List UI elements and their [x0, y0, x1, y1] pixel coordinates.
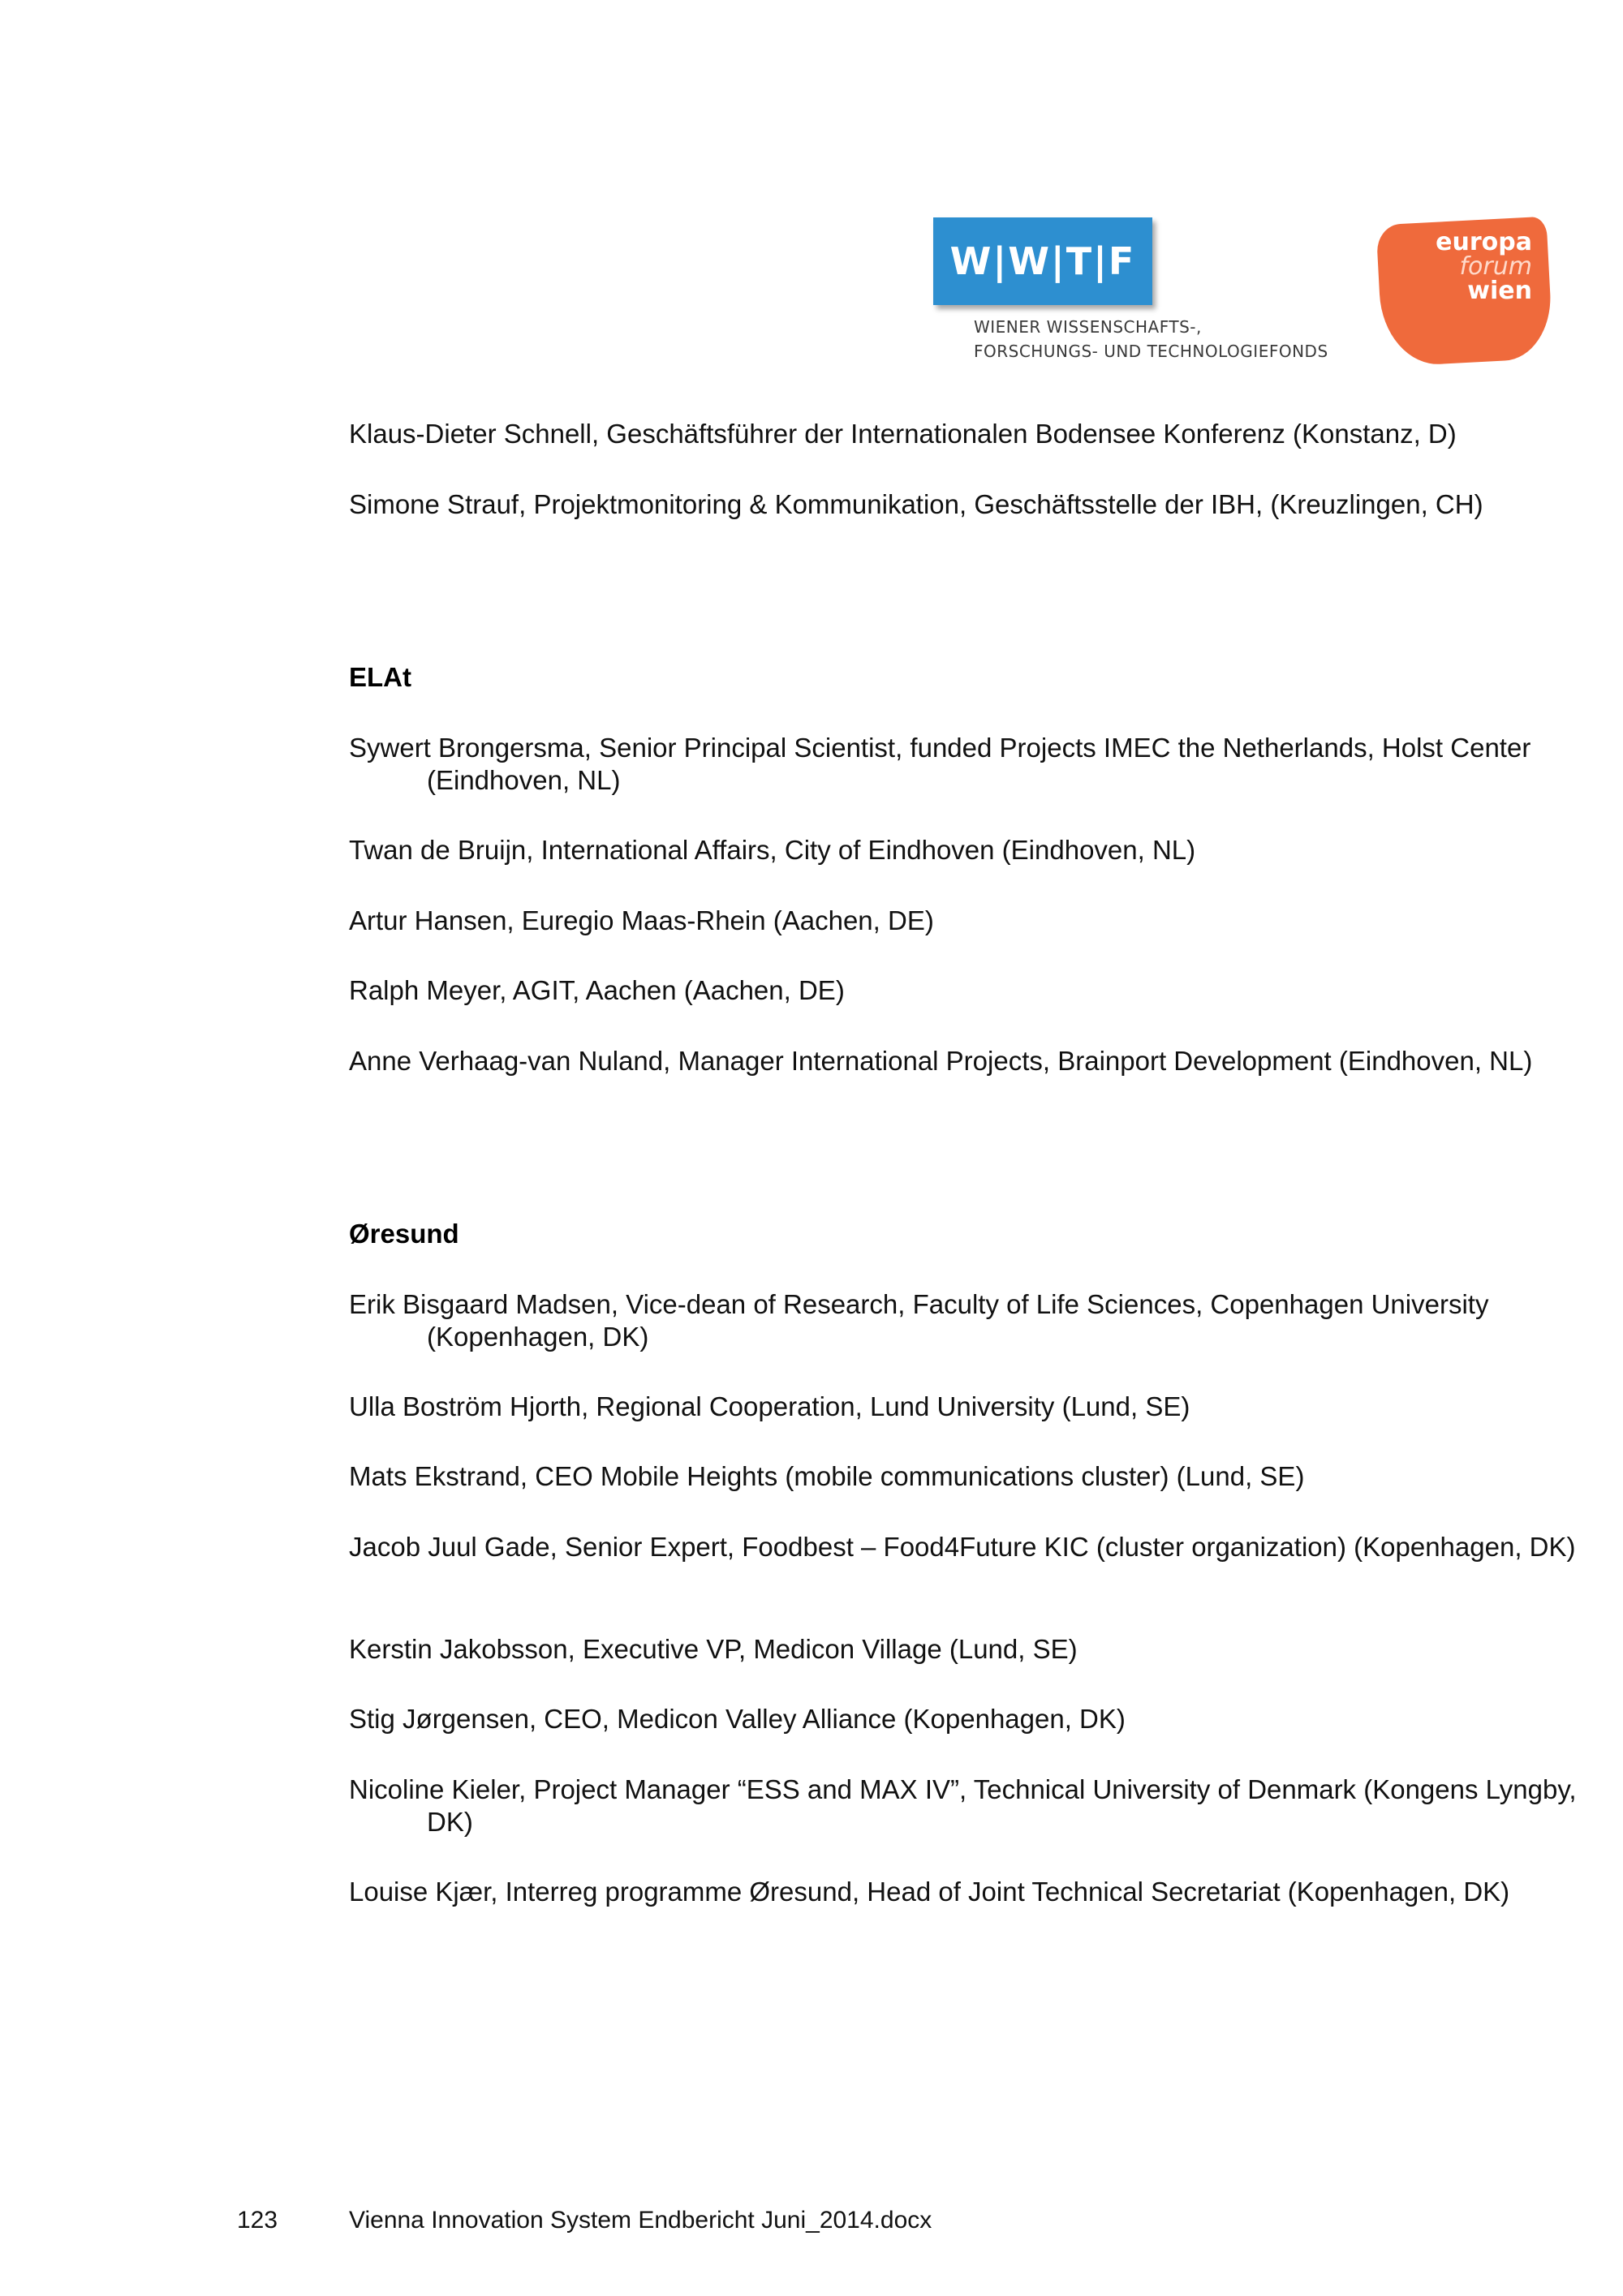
- contact-entry: Kerstin Jakobsson, Executive VP, Medicon Village (Lund, SE): [349, 1634, 1078, 1664]
- wwtf-logo-box: [933, 217, 1152, 305]
- contact-entry: Artur Hansen, Euregio Maas-Rhein (Aachen, DE): [349, 905, 934, 935]
- europa-logo-line3: wien: [1467, 277, 1532, 305]
- europa-forum-wien-logo: [1380, 221, 1550, 363]
- wwtf-logo-mark: W|W|T|F: [949, 239, 1136, 283]
- contact-entry: Stig Jørgensen, CEO, Medicon Valley Alliance (Kopenhagen, DK): [349, 1704, 1126, 1734]
- europa-logo-text: [1436, 230, 1532, 303]
- contact-entry: Anne Verhaag-van Nuland, Manager International Projects, Brainport Development (Eindhoven, NL): [349, 1046, 1533, 1076]
- wwtf-subtitle-line1: WIENER WISSENSCHAFTS-,: [974, 317, 1202, 337]
- europa-logo-line2: forum: [1459, 252, 1532, 281]
- contact-entry: Ulla Boström Hjorth, Regional Cooperation, Lund University (Lund, SE): [349, 1391, 1190, 1421]
- contact-entry: Louise Kjær, Interreg programme Øresund, Head of Joint Technical Secretariat (Kopenhagen, DK): [349, 1877, 1510, 1907]
- contact-entry: Ralph Meyer, AGIT, Aachen (Aachen, DE): [349, 975, 845, 1005]
- wwtf-logo: [933, 217, 1355, 363]
- europa-logo-line1: europa: [1436, 228, 1532, 256]
- contact-entry: Simone Strauf, Projektmonitoring & Kommunikation, Geschäftsstelle der IBH, (Kreuzlingen, CH): [349, 489, 1483, 519]
- contact-entry: Erik Bisgaard Madsen, Vice-dean of Research, Faculty of Life Sciences, Copenhagen University (Kopenhagen, DK): [349, 1289, 1489, 1352]
- wwtf-logo-subtitle: [974, 315, 1328, 363]
- wwtf-subtitle-line2: FORSCHUNGS- UND TECHNOLOGIEFONDS: [974, 342, 1328, 361]
- page-number: 123: [237, 2207, 278, 2234]
- contact-entry: Sywert Brongersma, Senior Principal Scientist, funded Projects IMEC the Netherlands, Holst Center (Eindhoven, NL): [349, 733, 1531, 795]
- contact-entry: Nicoline Kieler, Project Manager “ESS and MAX IV”, Technical University of Denmark (Kongens Lyngby, DK): [349, 1774, 1577, 1837]
- contact-entry: Jacob Juul Gade, Senior Expert, Foodbest – Food4Future KIC (cluster organization) (Kopenhagen, DK): [349, 1532, 1576, 1562]
- contact-entry: Twan de Bruijn, International Affairs, City of Eindhoven (Eindhoven, NL): [349, 835, 1196, 865]
- section-heading-elat: ELAt: [349, 662, 411, 692]
- contact-entry: Mats Ekstrand, CEO Mobile Heights (mobile communications cluster) (Lund, SE): [349, 1461, 1305, 1491]
- contact-entry: Klaus-Dieter Schnell, Geschäftsführer der Internationalen Bodensee Konferenz (Konstanz, D): [349, 419, 1457, 449]
- document-filename: Vienna Innovation System Endbericht Juni_2014.docx: [349, 2207, 932, 2234]
- section-heading-oresund: Øresund: [349, 1219, 459, 1249]
